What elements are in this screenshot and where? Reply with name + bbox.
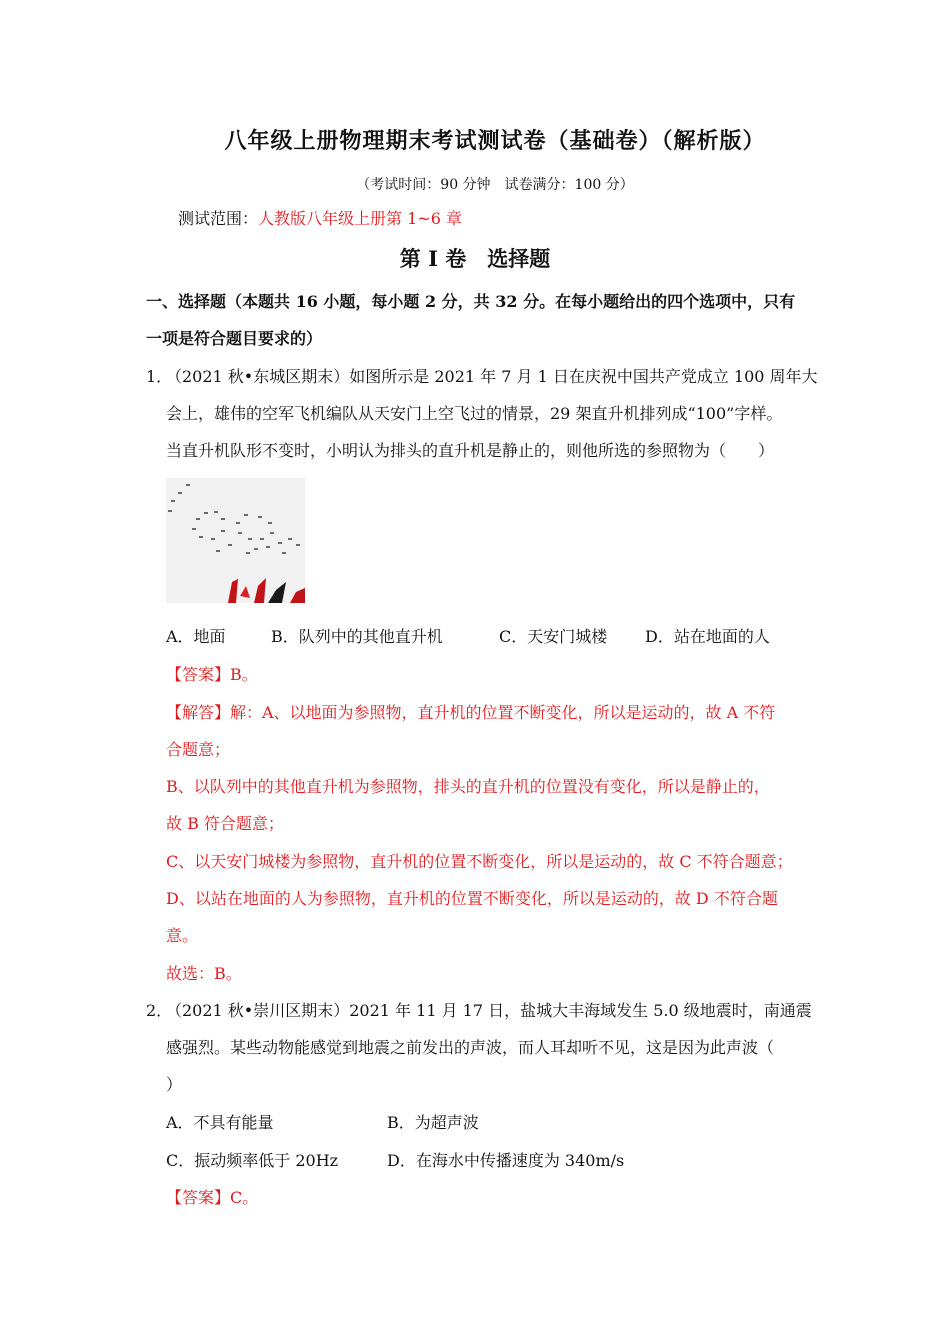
question-2-option-d: D．在海水中传播速度为 340m/s (387, 1151, 625, 1170)
question-1-analysis-line5: C、以天安门城楼为参照物，直升机的位置不断变化，所以是运动的，故 C 不符合题意； (166, 852, 793, 871)
scope-value: 人教版八年级上册第 1~6 章 (258, 209, 462, 228)
question-2-option-a: A．不具有能量 (166, 1113, 274, 1132)
question-1-analysis-line1: 【解答】解：A、以地面为参照物，直升机的位置不断变化，所以是运动的，故 A 不符 (166, 703, 776, 722)
question-1-answer: 【答案】B。 (166, 665, 258, 684)
question-2-answer: 【答案】C。 (166, 1188, 259, 1207)
question-1-analysis-line6: D、以站在地面的人为参照物，直升机的位置不断变化，所以是运动的，故 D 不符合题 (166, 889, 778, 908)
question-2-option-b: B．为超声波 (387, 1113, 479, 1132)
question-2-option-c: C．振动频率低于 20Hz (166, 1151, 339, 1170)
question-1-line3: 当直升机队形不变时，小明认为排头的直升机是静止的，则他所选的参照物为（ ） (166, 441, 775, 460)
question-2-line1: （2021 秋•崇川区期末）2021 年 11 月 17 日，盐城大丰海域发生 5.0 级地震时，南通震 (166, 1001, 812, 1020)
question-1-line2: 会上，雄伟的空军飞机编队从天安门上空飞过的情景，29 架直升机排列成“100”字样。 (166, 404, 783, 423)
question-1-analysis-line4: 故 B 符合题意； (166, 814, 284, 833)
question-2-line3: ） (166, 1075, 183, 1094)
test-scope (178, 206, 462, 229)
question-1-option-d: D．站在地面的人 (645, 627, 770, 646)
question-1-option-b: B．队列中的其他直升机 (271, 627, 443, 646)
document-title: 八年级上册物理期末考试测试卷（基础卷）（解析版） (224, 128, 766, 154)
question-1-number: 1． (146, 367, 173, 386)
question-2-number: 2． (146, 1001, 173, 1020)
question-1-option-a: A．地面 (166, 627, 226, 646)
question-1-line1: （2021 秋•东城区期末）如图所示是 2021 年 7 月 1 日在庆祝中国共产党成立 100 周年大 (166, 367, 818, 386)
question-1-choice: 故选：B。 (166, 964, 242, 983)
helicopter-formation-photo (166, 478, 305, 603)
question-1-option-c: C．天安门城楼 (499, 627, 608, 646)
part-instruction-line1: 一、选择题（本题共 16 小题，每小题 2 分，共 32 分。在每小题给出的四个选项中，只有 (146, 292, 796, 311)
section-title: 第 I 卷 选择题 (399, 246, 551, 271)
part-instruction-line2: 一项是符合题目要求的） (146, 329, 323, 348)
question-2-line2: 感强烈。某些动物能感觉到地震之前发出的声波，而人耳却听不见，这是因为此声波（ (166, 1038, 775, 1057)
question-1-analysis-line7: 意。 (166, 926, 199, 945)
exam-info: （考试时间：90 分钟 试卷满分：100 分） (356, 177, 634, 193)
question-1-analysis-line2: 合题意； (166, 740, 231, 759)
question-1-analysis-line3: B、以队列中的其他直升机为参照物，排头的直升机的位置没有变化，所以是静止的， (166, 777, 770, 796)
scope-label: 测试范围： (178, 209, 259, 228)
